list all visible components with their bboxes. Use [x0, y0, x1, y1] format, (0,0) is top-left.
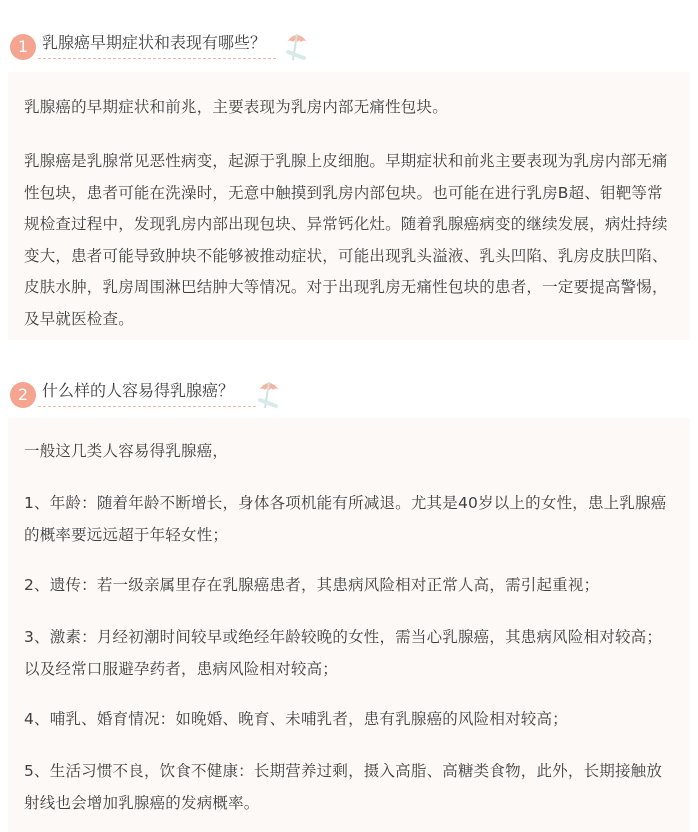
section-2-header: [0, 348, 698, 418]
section-1-header: [0, 0, 698, 70]
list-item-age: 1、年龄：随着年龄不断增长，身体各项机能有所减退。尤其是40岁以上的女性，患上乳腺癌的概率要远远超于年轻女性；: [24, 494, 667, 544]
list-item-lifestyle: 5、生活习惯不良，饮食不健康：长期营养过剩，摄入高脂、高糖类食物，此外，长期接触放射线也会增加乳腺癌的发病概率。: [24, 762, 663, 812]
section-1-intro: 乳腺癌的早期症状和前兆，主要表现为乳房内部无痛性包块。: [24, 98, 448, 116]
section-2-content: [8, 418, 690, 832]
title-underline: [38, 406, 256, 407]
section-1-body: 乳腺癌是乳腺常见恶性病变，起源于乳腺上皮细胞。早期症状和前兆主要表现为乳房内部无痛性包块，患者可能在洗澡时，无意中触摸到乳房内部包块。也可能在进行乳房B超、钼靶等常规检查过程中，发现乳房内部出现包块、异常钙化灶。随着乳腺癌病变的继续发展，病灶持续变大，患者可能导致肿块不能够被推动症状，可能出现乳头溢液、乳头凹陷、乳房皮肤凹陷、皮肤水肿，乳房周围淋巴结肿大等情况。对于出现乳房无痛性包块的患者，一定要提高警惕，及早就医检查。: [24, 152, 668, 328]
list-item-heredity: 2、遗传：若一级亲属里存在乳腺癌患者，其患病风险相对正常人高，需引起重视；: [24, 576, 600, 594]
list-item-hormone: 3、激素：月经初潮时间较早或绝经年龄较晚的女性，需当心乳腺癌，其患病风险相对较高；以及经常口服避孕药者，患病风险相对较高；: [24, 628, 663, 678]
umbrella-icon: [284, 28, 310, 62]
section-1-content: [8, 72, 690, 340]
section-2-intro: 一般这几类人容易得乳腺癌，: [24, 442, 229, 460]
title-underline: [38, 58, 276, 59]
section-title: 乳腺癌早期症状和表现有哪些？: [42, 33, 267, 52]
section-title: 什么样的人容易得乳腺癌？: [42, 381, 235, 400]
umbrella-icon: [256, 376, 282, 410]
section-number-badge: 1: [10, 34, 36, 60]
section-number-badge: 2: [10, 382, 36, 408]
list-item-breastfeeding: 4、哺乳、婚育情况：如晚婚、晚育、未哺乳者，患有乳腺癌的风险相对较高；: [24, 710, 568, 728]
